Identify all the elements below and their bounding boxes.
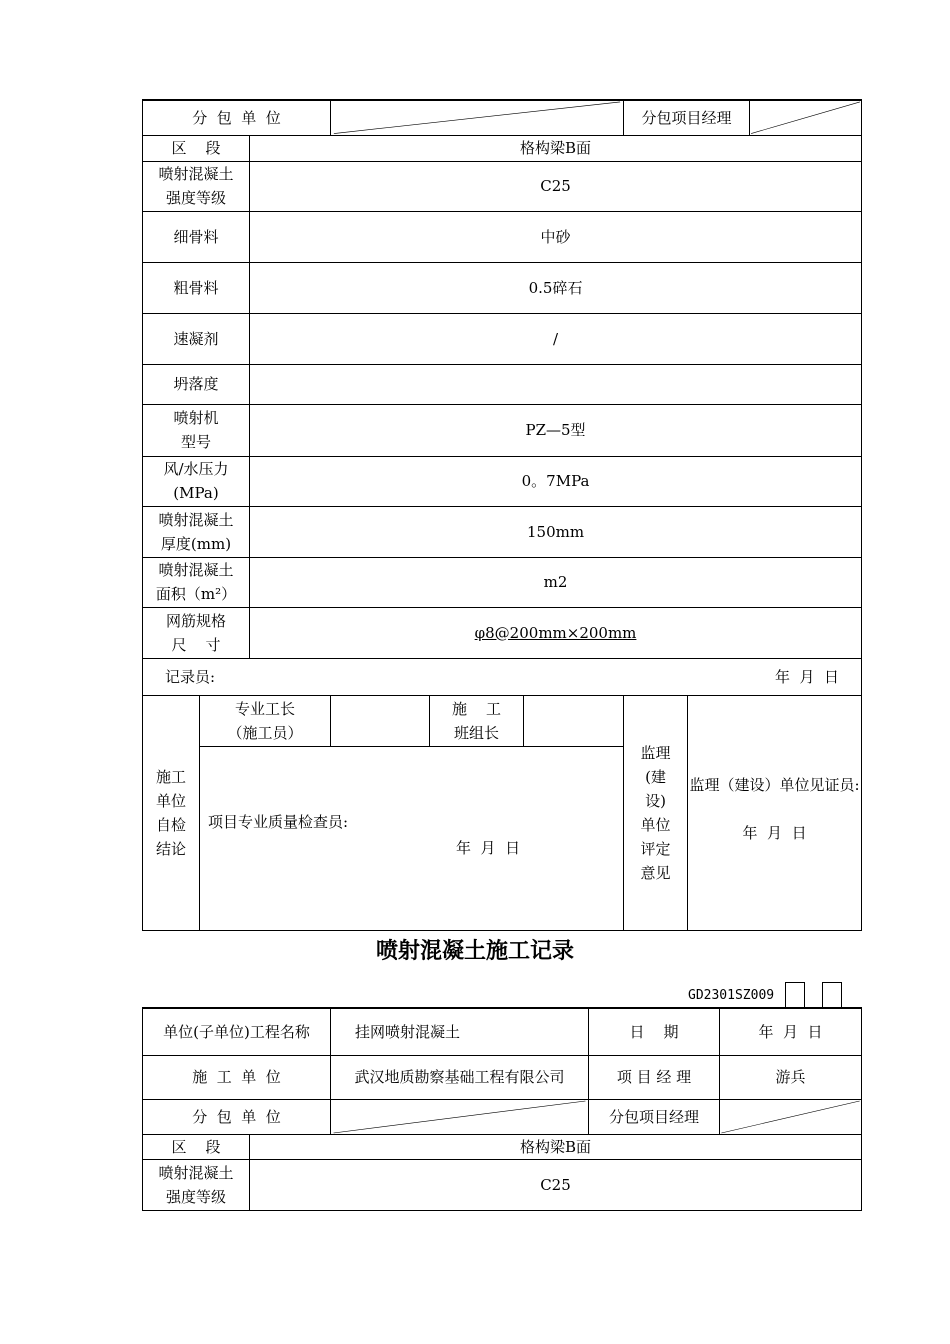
pm-label: 项 目 经 理	[589, 1055, 720, 1099]
recorder-row	[143, 658, 862, 695]
date-label: 日 期	[589, 1008, 720, 1055]
diagonal-slash-icon	[331, 101, 623, 135]
mesh-size-value	[250, 607, 862, 658]
recorder-date: 年 月 日	[774, 667, 840, 686]
strength-grade-label: 喷射混凝土 强度等级	[143, 161, 250, 211]
subcontract-unit-value	[331, 100, 624, 135]
section-label: 区 段	[143, 135, 250, 161]
coarse-aggregate-label: 粗骨料	[143, 262, 250, 313]
slump-label: 坍落度	[143, 364, 250, 404]
area-value: m2	[250, 557, 862, 607]
accelerator-value: /	[250, 313, 862, 364]
supervision-label: 监理 (建 设) 单位 评定 意见	[624, 695, 688, 930]
machine-model-label: 喷射机 型号	[143, 404, 250, 456]
project-name-label: 单位(子单位)工程名称	[143, 1008, 331, 1055]
section-label-2: 区 段	[143, 1134, 250, 1159]
subcontract-pm-value	[750, 100, 862, 135]
strength-grade-label-2: 喷射混凝土 强度等级	[143, 1159, 250, 1210]
fine-aggregate-value: 中砂	[250, 211, 862, 262]
mesh-size-label: 网筋规格 尺 寸	[143, 607, 250, 658]
inspector-label: 项目专业质量检查员:	[208, 813, 349, 831]
coarse-aggregate-value: 0.5碎石	[250, 262, 862, 313]
subcontract-unit-label: 分 包 单 位	[143, 100, 331, 135]
thickness-label: 喷射混凝土 厚度(mm)	[143, 506, 250, 557]
date-value: 年 月 日	[720, 1008, 862, 1055]
diagonal-slash-icon	[331, 1100, 588, 1134]
witness-label: 监理（建设）单位见证员:	[689, 775, 860, 794]
diagonal-slash-icon	[750, 101, 861, 135]
pm-value: 游兵	[720, 1055, 862, 1099]
witness-cell	[688, 695, 862, 930]
subcontract-unit-label-2: 分 包 单 位	[143, 1099, 331, 1134]
area-label: 喷射混凝土 面积（m²）	[143, 557, 250, 607]
fine-aggregate-label: 细骨料	[143, 211, 250, 262]
team-leader-value	[524, 695, 624, 746]
contractor-value: 武汉地质勘察基础工程有限公司	[331, 1055, 589, 1099]
subcontract-pm-value-2	[720, 1099, 862, 1134]
foreman-value	[331, 695, 430, 746]
recorder-label: 记录员:	[165, 667, 216, 686]
project-name-value: 挂网喷射混凝土	[331, 1008, 589, 1055]
subcontract-pm-label: 分包项目经理	[624, 100, 750, 135]
inspector-cell	[200, 746, 624, 930]
slump-value	[250, 364, 862, 404]
subcontract-unit-value-2	[331, 1099, 589, 1134]
foreman-label: 专业工长 （施工员）	[200, 695, 331, 746]
mesh-size-text: φ8@200mm×200mm	[474, 623, 637, 642]
team-leader-label: 施 工 班组长	[430, 695, 524, 746]
witness-date: 年 月 日	[742, 823, 807, 842]
strength-grade-value-2: C25	[250, 1159, 862, 1210]
inspector-date: 年 月 日	[456, 839, 521, 857]
page-title: 喷射混凝土施工记录	[375, 939, 574, 964]
accelerator-label: 速凝剂	[143, 313, 250, 364]
subcontract-pm-label-2: 分包项目经理	[589, 1099, 720, 1134]
diagonal-slash-icon	[720, 1100, 861, 1134]
self-check-label: 施工 单位 自检 结论	[143, 695, 200, 930]
strength-grade-value: C25	[250, 161, 862, 211]
code-box-1	[785, 982, 805, 1008]
section-value: 格构梁B面	[250, 135, 862, 161]
record-table-upper	[142, 99, 862, 931]
thickness-value: 150mm	[250, 506, 862, 557]
machine-model-value: PZ—5型	[250, 404, 862, 456]
pressure-label: 风/水压力 (MPa)	[143, 456, 250, 506]
form-code: GD2301SZ009	[688, 988, 775, 1003]
pressure-value: 0。7MPa	[250, 456, 862, 506]
section-value-2: 格构梁B面	[250, 1134, 862, 1159]
record-table-lower	[142, 1007, 862, 1211]
code-box-2	[822, 982, 842, 1008]
contractor-label: 施 工 单 位	[143, 1055, 331, 1099]
